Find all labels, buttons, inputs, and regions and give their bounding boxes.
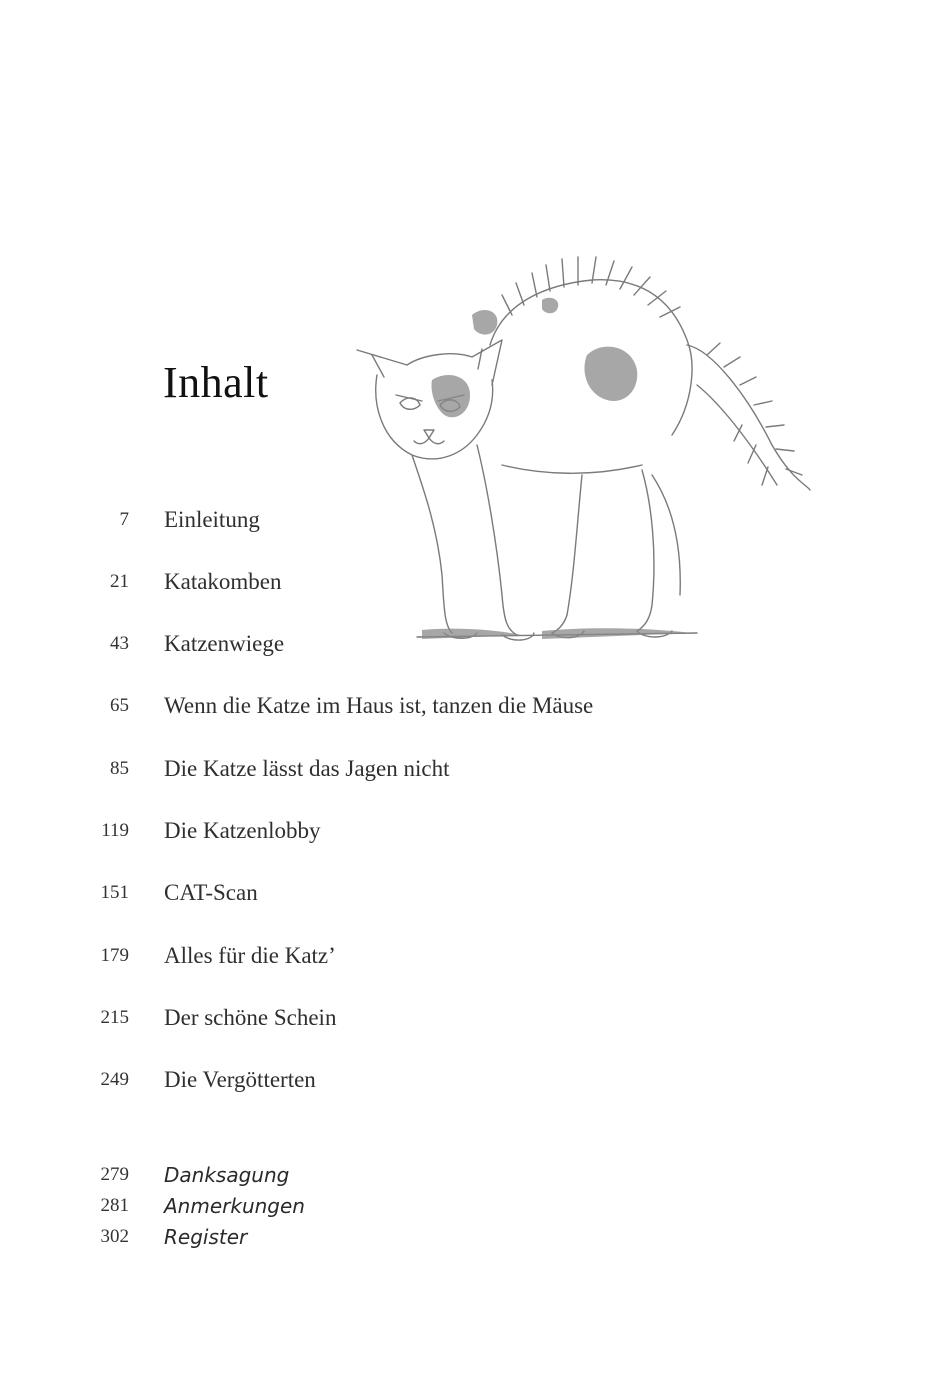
toc-chapter-title: Die Katze lässt das Jagen nicht [164,756,450,781]
toc-page-number: 65 [110,695,129,716]
toc-page-number: 151 [100,882,129,903]
toc-chapter-title: Die Katzenlobby [164,818,321,843]
toc-entry[interactable] [0,941,945,971]
toc-entry[interactable] [0,1065,945,1095]
page-title: Inhalt [163,358,269,408]
toc-chapter-title: Alles für die Katz’ [164,943,336,968]
toc-chapter-title: Katakomben [164,569,282,594]
toc-chapter-title: Katzenwiege [164,631,285,656]
toc-entry[interactable] [0,1222,945,1252]
toc-entry[interactable] [0,505,945,535]
toc-page-number: 249 [100,1069,129,1090]
toc-page-number: 281 [100,1195,129,1216]
toc-back-matter-title: Anmerkungen [164,1194,305,1218]
toc-entry[interactable] [0,754,945,784]
toc-entry[interactable] [0,1003,945,1033]
toc-page-number: 21 [110,571,129,592]
toc-page-number: 215 [100,1007,129,1028]
toc-entry[interactable] [0,1160,945,1190]
toc-entry[interactable] [0,878,945,908]
toc-page-number: 43 [110,633,129,654]
toc-page-number: 7 [119,509,129,530]
toc-page-number: 85 [110,758,129,779]
toc-chapter-title: Wenn die Katze im Haus ist, tanzen die Mäuse [164,693,594,718]
toc-entry[interactable] [0,691,945,721]
toc-back-matter-title: Danksagung [164,1163,290,1187]
toc-chapter-title: Der schöne Schein [164,1005,337,1030]
toc-entry[interactable] [0,816,945,846]
toc-page-number: 302 [100,1226,129,1247]
toc-chapter-title: Einleitung [164,507,260,532]
toc-chapter-title: CAT-Scan [164,880,258,905]
toc-back-matter-title: Register [164,1225,248,1249]
toc-page-number: 279 [100,1164,129,1185]
toc-entry[interactable] [0,567,945,597]
toc-page-number: 179 [100,945,129,966]
toc-entry[interactable] [0,1191,945,1221]
toc-entry[interactable] [0,629,945,659]
toc-chapter-title: Die Vergötterten [164,1067,316,1092]
toc-page-number: 119 [101,820,129,841]
